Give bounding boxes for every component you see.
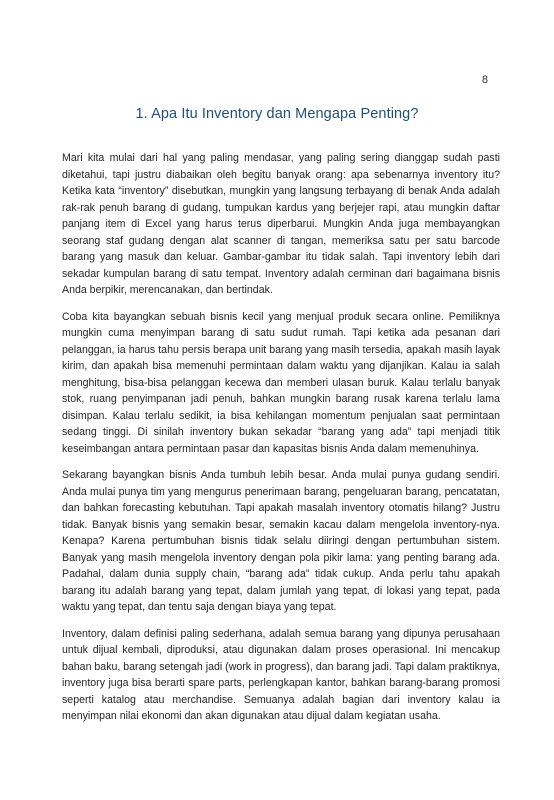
page-number: 8: [481, 74, 488, 86]
chapter-title: 1. Apa Itu Inventory dan Mengapa Penting?: [135, 106, 419, 122]
paragraph-2: Coba kita bayangkan sebuah bisnis kecil yang menjual produk secara online. Pemiliknya mungkin cuma menyimpan barang di satu sudut rumah. Tapi ketika ada pesanan dari pelanggan, ia harus tahu persis berapa unit barang yang masih tersedia, apakah masih layak kirim, dan apakah bisa memenuhi permintaan dalam waktu yang dijanjikan. Kalau ia salah menghitung, bisa-bisa pelanggan kecewa dan memberi ulasan buruk. Kalau terlalu banyak stok, ruang penyimpanan jadi penuh, bahkan mungkin barang rusak karena terlalu lama disimpan. Kalau terlalu sedikit, ia bisa kehilangan momentum penjualan saat permintaan sedang tinggi. Di sinilah inventory bukan sekadar “barang yang ada” tapi menjadi titik keseimbangan antara permintaan pasar dan kapasitas bisnis Anda dalam memenuhinya.: [62, 310, 500, 455]
paragraph-4: Inventory, dalam definisi paling sederhana, adalah semua barang yang dipunya perusahaan untuk dijual kembali, diproduksi, atau digunakan dalam proses operasional. Ini mencakup bahan baku, barang setengah jadi (work in progress), dan barang jadi. Tapi dalam praktiknya, inventory juga bisa berarti spare parts, perlengkapan kantor, bahkan barang-barang promosi seperti katalog atau merchandise. Semuanya adalah bagian dari inventory kalau ia menyimpan nilai ekonomi dan akan digunakan atau dijual dalam kegiatan usaha.: [62, 627, 500, 722]
paragraph-3: Sekarang bayangkan bisnis Anda tumbuh lebih besar. Anda mulai punya gudang sendiri. Anda mulai punya tim yang mengurus penerimaan barang, pengeluaran barang, pencatatan, dan bahkan forecasting kebutuhan. Tapi apakah masalah inventory otomatis hilang? Justru tidak. Banyak bisnis yang semakin besar, semakin kacau dalam mengelola inventory-nya. Kenapa? Karena pertumbuhan bisnis tidak selalu diiringi dengan pertumbuhan sistem. Banyak yang masih mengelola inventory dengan pola pikir lama: yang penting barang ada. Padahal, dalam dunia supply chain, “barang ada” tidak cukup. Anda perlu tahu apakah barang itu adalah barang yang tepat, dalam jumlah yang tepat, di lokasi yang tepat, pada waktu yang tepat, dan tentu saja dengan biaya yang tepat.: [62, 469, 500, 613]
paragraph-1: Mari kita mulai dari hal yang paling mendasar, yang paling sering dianggap sudah pasti diketahui, tapi justru diabaikan oleh begitu banyak orang: apa sebenarnya inventory itu? Ketika kata “inventory” disebutkan, mungkin yang langsung terbayang di benak Anda adalah rak-rak penuh barang di gudang, tumpukan kardus yang berjejer rapi, atau mungkin daftar panjang item di Excel yang harus terus diperbarui. Mungkin Anda juga membayangkan seorang staf gudang dengan alat scanner di tangan, memeriksa satu per satu barcode barang yang masuk dan keluar. Gambar-gambar itu tidak salah. Tapi inventory lebih dari sekadar kumpulan barang di satu tempat. Inventory adalah cerminan dari bagaimana bisnis Anda berpikir, merencanakan, dan bertindak.: [62, 152, 500, 296]
chapter-body: [62, 150, 500, 735]
